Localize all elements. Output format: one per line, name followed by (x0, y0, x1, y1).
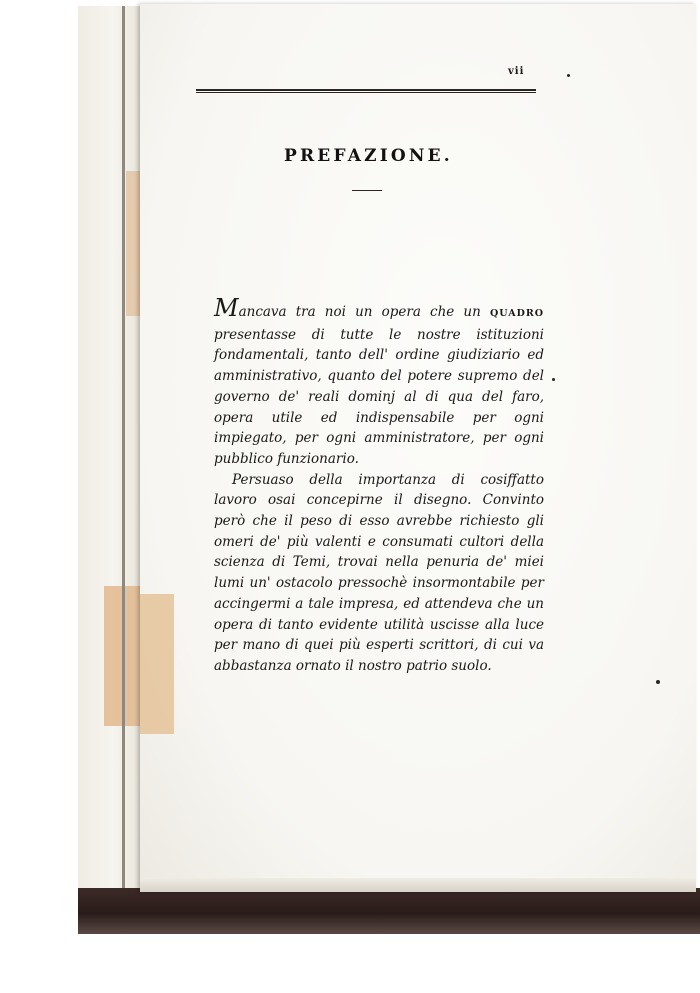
page-title: PREFAZIONE. (284, 146, 453, 166)
paragraph-2: Persuaso della importanza di cosiffatto lavoro osai concepirne il disegno. Convinto però che il peso di esso avrebbe richiesto gli omeri de' più valenti e consumati cultori della scienza di Temi, trovai nella penuria de' miei lumi un' ostacolo pressochè insormontabile per accingermi a tale impresa, ed attendeva che un opera di tanto evidente utilità uscisse alla luce per mano di quei più esperti scrittori, di cui va abbastanza ornato il nostro patrio suolo. (214, 471, 544, 674)
drop-cap: M (214, 294, 239, 322)
book-cover-edge (78, 888, 700, 934)
page-number: vii (508, 66, 525, 77)
page-bottom-edge (140, 878, 696, 892)
ink-speck (656, 680, 660, 684)
title-underline (352, 190, 382, 191)
ink-speck (552, 378, 555, 381)
ink-speck (567, 74, 570, 77)
paragraph-1 (214, 294, 544, 470)
small-caps-word: QUADRO (489, 308, 544, 319)
paragraph-1-rest: presentasse di tutte le nostre istituzioni fondamentali, tanto dell' ordine giudiziario ed amministrativo, quanto del potere supremo del governo de' reali dominj al di qua del faro, opera utile ed indispensabile per ogni impiegato, per ogni amministratore, per ogni pubblico funzionario. (214, 326, 544, 467)
paragraph-1-lead: ancava tra noi un opera che un (238, 304, 490, 320)
preface-text (214, 294, 544, 677)
book-spine-line (122, 6, 125, 906)
header-rule (196, 89, 536, 93)
paper-stain (140, 594, 174, 734)
